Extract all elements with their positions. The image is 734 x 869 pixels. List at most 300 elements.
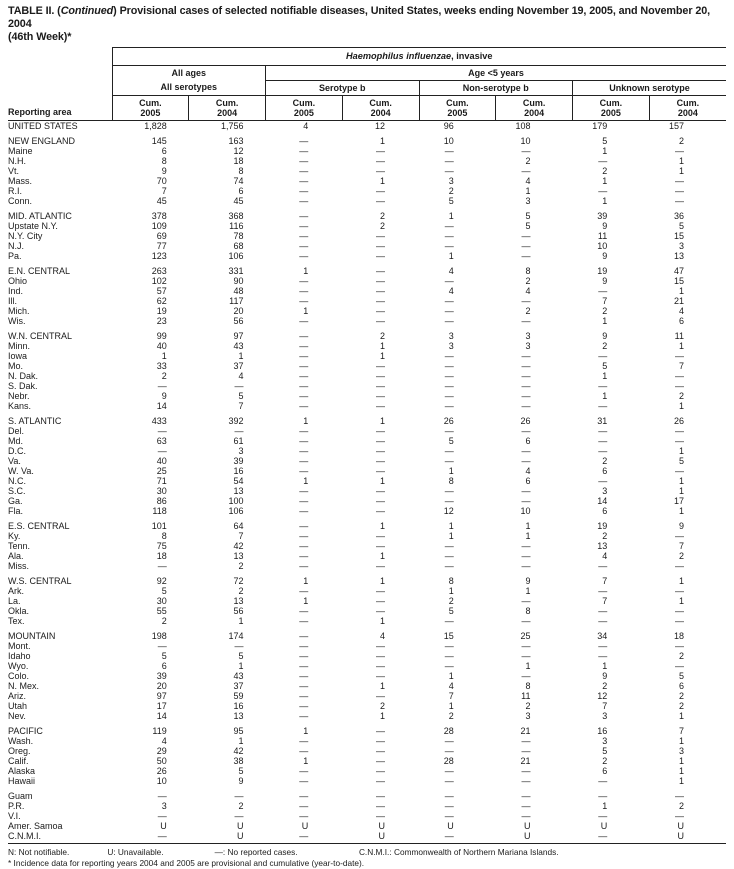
value-cell: 78 bbox=[233, 231, 244, 241]
reporting-area-cell: Calif. bbox=[8, 756, 29, 766]
table-row bbox=[8, 411, 726, 426]
value-cell: — bbox=[675, 661, 684, 671]
value-cell: — bbox=[444, 791, 454, 801]
reporting-area-cell: Minn. bbox=[8, 341, 31, 351]
table-row bbox=[8, 131, 726, 146]
value-cell: 1 bbox=[678, 711, 684, 721]
value-cell: — bbox=[444, 746, 454, 756]
value-cell: — bbox=[299, 521, 309, 531]
value-cell: 63 bbox=[156, 436, 167, 446]
table-row bbox=[8, 561, 726, 571]
value-cell: — bbox=[299, 371, 309, 381]
reporting-area-cell: Hawaii bbox=[8, 776, 36, 786]
value-cell: — bbox=[299, 486, 309, 496]
value-cell: 6 bbox=[602, 766, 608, 776]
value-cell: — bbox=[299, 701, 309, 711]
value-cell: 1 bbox=[303, 306, 309, 316]
value-cell: 1 bbox=[448, 521, 454, 531]
value-cell: 16 bbox=[233, 701, 244, 711]
reporting-area-cell: Conn. bbox=[8, 196, 33, 206]
footnote-no-reported-cases: —: No reported cases. bbox=[214, 847, 298, 857]
value-cell: 9 bbox=[525, 576, 531, 586]
reporting-area-cell: Pa. bbox=[8, 251, 22, 261]
reporting-area-cell: Wyo. bbox=[8, 661, 29, 671]
value-cell: 7 bbox=[602, 296, 608, 306]
value-cell: — bbox=[376, 671, 385, 681]
value-cell: 1 bbox=[379, 616, 385, 626]
table-row bbox=[8, 531, 726, 541]
value-cell: — bbox=[521, 231, 531, 241]
col-header-cum-2005 bbox=[573, 96, 650, 121]
value-cell: 10 bbox=[520, 136, 531, 146]
value-cell: — bbox=[299, 211, 309, 221]
value-cell: 174 bbox=[228, 631, 244, 641]
value-cell: — bbox=[299, 156, 309, 166]
value-cell: — bbox=[598, 776, 608, 786]
value-cell: 1 bbox=[525, 186, 531, 196]
value-cell: 13 bbox=[673, 251, 684, 261]
value-cell: 9 bbox=[161, 166, 167, 176]
value-cell: U bbox=[496, 831, 573, 844]
col-header-cum-2004 bbox=[342, 96, 419, 121]
reporting-area-cell: MID. ATLANTIC bbox=[8, 211, 72, 221]
reporting-area-cell: W. Va. bbox=[8, 466, 34, 476]
value-cell: — bbox=[521, 316, 531, 326]
reporting-area-cell: Mass. bbox=[8, 176, 33, 186]
value-cell: — bbox=[376, 726, 385, 736]
value-cell: 1 bbox=[448, 251, 454, 261]
value-cell: — bbox=[675, 186, 684, 196]
value-cell: — bbox=[521, 561, 531, 571]
value-cell: 116 bbox=[229, 221, 244, 231]
reporting-area-cell: Idaho bbox=[8, 651, 31, 661]
value-cell: — bbox=[299, 616, 309, 626]
value-cell: — bbox=[444, 551, 454, 561]
value-cell: — bbox=[444, 811, 454, 821]
value-cell: 102 bbox=[151, 276, 167, 286]
value-cell: U bbox=[600, 821, 608, 831]
value-cell: 15 bbox=[443, 631, 454, 641]
table-row bbox=[8, 231, 726, 241]
value-cell: — bbox=[299, 506, 309, 516]
value-cell: — bbox=[675, 811, 684, 821]
table-row bbox=[8, 146, 726, 156]
table-row bbox=[8, 261, 726, 276]
value-cell: 97 bbox=[156, 691, 167, 701]
value-cell: — bbox=[675, 381, 684, 391]
value-cell: 1,828 bbox=[144, 121, 167, 131]
table-row bbox=[8, 276, 726, 286]
value-cell: — bbox=[376, 401, 385, 411]
value-cell: 2 bbox=[678, 691, 684, 701]
year-label: 2004 bbox=[217, 108, 238, 118]
reporting-area-cell: Wis. bbox=[8, 316, 26, 326]
reporting-area-cell: Amer. Samoa bbox=[8, 821, 63, 831]
value-cell: 54 bbox=[233, 476, 244, 486]
value-cell: — bbox=[299, 221, 309, 231]
value-cell: — bbox=[299, 136, 309, 146]
value-cell: 6 bbox=[678, 316, 684, 326]
value-cell: — bbox=[444, 146, 454, 156]
value-cell: 101 bbox=[151, 521, 167, 531]
value-cell: 9 bbox=[678, 521, 684, 531]
value-cell: 3 bbox=[602, 736, 608, 746]
value-cell: — bbox=[598, 476, 608, 486]
table-row bbox=[8, 426, 726, 436]
value-cell: U bbox=[189, 831, 266, 844]
value-cell: — bbox=[376, 661, 385, 671]
value-cell: — bbox=[299, 606, 309, 616]
value-cell: 6 bbox=[161, 146, 167, 156]
value-cell: — bbox=[299, 551, 309, 561]
value-cell: — bbox=[376, 606, 385, 616]
value-cell: 3 bbox=[602, 486, 608, 496]
value-cell: 1 bbox=[678, 486, 684, 496]
value-cell: — bbox=[299, 736, 309, 746]
value-cell: — bbox=[299, 316, 309, 326]
value-cell: — bbox=[444, 306, 454, 316]
value-cell: 3 bbox=[448, 176, 454, 186]
value-cell: — bbox=[598, 651, 608, 661]
subgroup-all-serotypes: All serotypes bbox=[112, 81, 266, 96]
value-cell: — bbox=[675, 466, 684, 476]
table-row bbox=[8, 326, 726, 341]
value-cell: — bbox=[157, 381, 167, 391]
value-cell: 2 bbox=[678, 551, 684, 561]
value-cell: — bbox=[521, 241, 531, 251]
value-cell: 8 bbox=[525, 681, 531, 691]
value-cell: — bbox=[376, 286, 385, 296]
value-cell: 17 bbox=[156, 701, 167, 711]
table-row bbox=[8, 801, 726, 811]
value-cell: 9 bbox=[238, 776, 244, 786]
value-cell: 1 bbox=[303, 726, 309, 736]
value-cell: — bbox=[299, 801, 309, 811]
value-cell: — bbox=[376, 316, 385, 326]
group-header-all-ages: All ages bbox=[171, 67, 206, 78]
value-cell: 9 bbox=[602, 276, 608, 286]
value-cell: 2 bbox=[448, 186, 454, 196]
table-row bbox=[8, 606, 726, 616]
value-cell: 17 bbox=[673, 496, 684, 506]
value-cell: 43 bbox=[233, 671, 244, 681]
footnote-unavailable: U: Unavailable. bbox=[107, 847, 164, 857]
value-cell: 75 bbox=[156, 541, 167, 551]
value-cell: 1 bbox=[448, 211, 454, 221]
value-cell: 97 bbox=[233, 331, 244, 341]
value-cell: 1 bbox=[678, 286, 684, 296]
value-cell: — bbox=[675, 371, 684, 381]
value-cell: — bbox=[376, 641, 385, 651]
value-cell: 3 bbox=[678, 746, 684, 756]
table-row bbox=[8, 316, 726, 326]
value-cell: — bbox=[376, 306, 385, 316]
value-cell: 74 bbox=[233, 176, 244, 186]
value-cell: — bbox=[299, 361, 309, 371]
value-cell: — bbox=[376, 811, 385, 821]
value-cell: 15 bbox=[673, 231, 684, 241]
value-cell: 6 bbox=[602, 466, 608, 476]
value-cell: 5 bbox=[602, 361, 608, 371]
value-cell: 7 bbox=[678, 726, 684, 736]
value-cell: 5 bbox=[161, 586, 167, 596]
value-cell: 2 bbox=[525, 701, 531, 711]
value-cell: U bbox=[524, 821, 531, 831]
cum-label: Cum. bbox=[522, 98, 546, 108]
value-cell: — bbox=[521, 361, 531, 371]
value-cell: 378 bbox=[151, 211, 167, 221]
value-cell: — bbox=[675, 531, 684, 541]
value-cell: 9 bbox=[161, 391, 167, 401]
cum-label: Cum. bbox=[369, 98, 392, 108]
value-cell: 30 bbox=[156, 596, 167, 606]
reporting-area-cell: W.S. CENTRAL bbox=[8, 576, 72, 586]
value-cell: — bbox=[299, 276, 309, 286]
value-cell: 7 bbox=[238, 401, 244, 411]
cum-label: Cum. bbox=[446, 98, 469, 108]
value-cell: — bbox=[444, 276, 454, 286]
value-cell: 19 bbox=[597, 521, 608, 531]
value-cell: 123 bbox=[151, 251, 167, 261]
value-cell: 8 bbox=[448, 476, 454, 486]
value-cell: — bbox=[598, 641, 608, 651]
value-cell: 10 bbox=[443, 136, 454, 146]
value-cell: 1 bbox=[448, 671, 454, 681]
value-cell: 5 bbox=[238, 391, 244, 401]
value-cell: — bbox=[598, 811, 608, 821]
value-cell: 96 bbox=[443, 121, 454, 131]
year-label: 2005 bbox=[447, 108, 468, 118]
value-cell: — bbox=[444, 456, 454, 466]
value-cell: — bbox=[598, 616, 608, 626]
value-cell: — bbox=[521, 801, 531, 811]
value-cell: — bbox=[444, 801, 454, 811]
value-cell: 2 bbox=[161, 616, 167, 626]
value-cell: — bbox=[376, 426, 385, 436]
value-cell: 4 bbox=[448, 681, 454, 691]
value-cell: — bbox=[444, 776, 454, 786]
disease-header bbox=[112, 48, 726, 66]
value-cell: 1 bbox=[525, 531, 531, 541]
value-cell: 2 bbox=[602, 341, 608, 351]
value-cell: — bbox=[521, 486, 531, 496]
reporting-area-cell: Mont. bbox=[8, 641, 31, 651]
value-cell: — bbox=[444, 541, 454, 551]
value-cell: 3 bbox=[448, 331, 454, 341]
reporting-area-cell: N.J. bbox=[8, 241, 25, 251]
value-cell: — bbox=[376, 496, 385, 506]
value-cell: 2 bbox=[678, 651, 684, 661]
reporting-area-cell: Guam bbox=[8, 791, 33, 801]
value-cell: — bbox=[376, 276, 385, 286]
value-cell: 1 bbox=[448, 586, 454, 596]
value-cell: U bbox=[447, 821, 454, 831]
reporting-area-cell: Utah bbox=[8, 701, 28, 711]
value-cell: 2 bbox=[678, 801, 684, 811]
value-cell: 95 bbox=[233, 726, 244, 736]
value-cell: — bbox=[376, 146, 385, 156]
value-cell: — bbox=[299, 176, 309, 186]
value-cell: 23 bbox=[156, 316, 167, 326]
value-cell: 109 bbox=[151, 221, 167, 231]
value-cell: 10 bbox=[520, 506, 531, 516]
title-prefix: TABLE II. ( bbox=[8, 5, 61, 17]
table-row bbox=[8, 371, 726, 381]
value-cell: 20 bbox=[233, 306, 244, 316]
table-row bbox=[8, 811, 726, 821]
value-cell: 8 bbox=[525, 266, 531, 276]
value-cell: 1 bbox=[379, 681, 385, 691]
value-cell: — bbox=[521, 496, 531, 506]
table-row bbox=[8, 681, 726, 691]
value-cell: 2 bbox=[602, 456, 608, 466]
value-cell: — bbox=[444, 381, 454, 391]
value-cell: 12 bbox=[443, 506, 454, 516]
value-cell: 71 bbox=[156, 476, 167, 486]
value-cell: — bbox=[444, 241, 454, 251]
cum-label: Cum. bbox=[292, 98, 316, 108]
value-cell: — bbox=[444, 296, 454, 306]
col-header-cum-2004 bbox=[189, 96, 266, 121]
value-cell: 12 bbox=[374, 121, 385, 131]
table-row bbox=[8, 156, 726, 166]
value-cell: 14 bbox=[156, 401, 167, 411]
value-cell: — bbox=[675, 176, 684, 186]
value-cell: — bbox=[444, 231, 454, 241]
reporting-area-cell: N. Mex. bbox=[8, 681, 40, 691]
value-cell: 3 bbox=[448, 341, 454, 351]
value-cell: 13 bbox=[233, 711, 244, 721]
value-cell: 43 bbox=[233, 341, 244, 351]
value-cell: 2 bbox=[448, 711, 454, 721]
value-cell: 1 bbox=[379, 416, 385, 426]
value-cell: 1 bbox=[525, 521, 531, 531]
subgroup-serotype-b: Serotype b bbox=[266, 81, 420, 96]
value-cell: 1 bbox=[379, 136, 385, 146]
value-cell: 31 bbox=[597, 416, 608, 426]
value-cell: — bbox=[299, 691, 309, 701]
value-cell: — bbox=[299, 661, 309, 671]
value-cell: — bbox=[444, 486, 454, 496]
value-cell: 37 bbox=[233, 361, 244, 371]
reporting-area-cell: R.I. bbox=[8, 186, 23, 196]
value-cell: 331 bbox=[228, 266, 244, 276]
value-cell: 18 bbox=[673, 631, 684, 641]
value-cell: — bbox=[299, 231, 309, 241]
reporting-area-cell: Maine bbox=[8, 146, 33, 156]
value-cell: — bbox=[444, 616, 454, 626]
table-row bbox=[8, 286, 726, 296]
table-row bbox=[8, 206, 726, 221]
reporting-area-cell: W.N. CENTRAL bbox=[8, 331, 73, 341]
value-cell: — bbox=[376, 296, 385, 306]
value-cell: — bbox=[376, 251, 385, 261]
value-cell: — bbox=[444, 351, 454, 361]
value-cell: 7 bbox=[602, 576, 608, 586]
table-row bbox=[8, 831, 726, 844]
reporting-area-cell: V.I. bbox=[8, 811, 21, 821]
value-cell: 1 bbox=[678, 446, 684, 456]
value-cell: — bbox=[598, 606, 608, 616]
value-cell: 4 bbox=[448, 266, 454, 276]
table-row bbox=[8, 476, 726, 486]
value-cell: — bbox=[376, 531, 385, 541]
value-cell: 1 bbox=[678, 776, 684, 786]
value-cell: — bbox=[299, 631, 309, 641]
value-cell: 8 bbox=[161, 156, 167, 166]
value-cell: — bbox=[598, 286, 608, 296]
value-cell: 26 bbox=[673, 416, 684, 426]
value-cell: — bbox=[444, 651, 454, 661]
value-cell: 37 bbox=[233, 681, 244, 691]
value-cell: — bbox=[299, 296, 309, 306]
table-row bbox=[8, 626, 726, 641]
reporting-area-cell: Ariz. bbox=[8, 691, 26, 701]
value-cell: — bbox=[521, 251, 531, 261]
value-cell: 1 bbox=[303, 576, 309, 586]
value-cell: — bbox=[598, 426, 608, 436]
reporting-area-cell: D.C. bbox=[8, 446, 26, 456]
value-cell: 433 bbox=[151, 416, 167, 426]
value-cell: — bbox=[376, 456, 385, 466]
value-cell: 5 bbox=[678, 456, 684, 466]
reporting-area-cell: Del. bbox=[8, 426, 25, 436]
value-cell: 3 bbox=[525, 331, 531, 341]
value-cell: 4 bbox=[303, 121, 309, 131]
value-cell: — bbox=[376, 561, 385, 571]
table-row bbox=[8, 196, 726, 206]
value-cell: 10 bbox=[156, 776, 167, 786]
table-row bbox=[8, 711, 726, 721]
reporting-area-cell: Ohio bbox=[8, 276, 28, 286]
value-cell: 7 bbox=[448, 691, 454, 701]
value-cell: — bbox=[521, 166, 531, 176]
table-header bbox=[8, 48, 726, 121]
value-cell: 1 bbox=[379, 711, 385, 721]
reporting-area-cell: Fla. bbox=[8, 506, 24, 516]
value-cell: 1 bbox=[379, 341, 385, 351]
table-row bbox=[8, 391, 726, 401]
value-cell: — bbox=[521, 296, 531, 306]
value-cell: 368 bbox=[228, 211, 244, 221]
reporting-area-cell: Upstate N.Y. bbox=[8, 221, 58, 231]
value-cell: 1 bbox=[602, 371, 608, 381]
year-label: 2004 bbox=[370, 108, 391, 118]
value-cell: 1 bbox=[678, 506, 684, 516]
reporting-area-cell: Ind. bbox=[8, 286, 24, 296]
value-cell: 1 bbox=[448, 531, 454, 541]
value-cell: 4 bbox=[525, 176, 531, 186]
value-cell: — bbox=[234, 641, 244, 651]
table-row bbox=[8, 186, 726, 196]
reporting-area-cell: N.C. bbox=[8, 476, 26, 486]
table-row bbox=[8, 671, 726, 681]
table-row bbox=[8, 241, 726, 251]
value-cell: — bbox=[419, 831, 496, 844]
value-cell: 3 bbox=[678, 241, 684, 251]
value-cell: 64 bbox=[233, 521, 244, 531]
table-row bbox=[8, 766, 726, 776]
value-cell: 1 bbox=[379, 476, 385, 486]
value-cell: 2 bbox=[602, 166, 608, 176]
value-cell: 16 bbox=[233, 466, 244, 476]
value-cell: — bbox=[675, 641, 684, 651]
value-cell: 77 bbox=[156, 241, 167, 251]
value-cell: 7 bbox=[238, 531, 244, 541]
table-row bbox=[8, 436, 726, 446]
value-cell: — bbox=[234, 791, 244, 801]
value-cell: 39 bbox=[156, 671, 167, 681]
